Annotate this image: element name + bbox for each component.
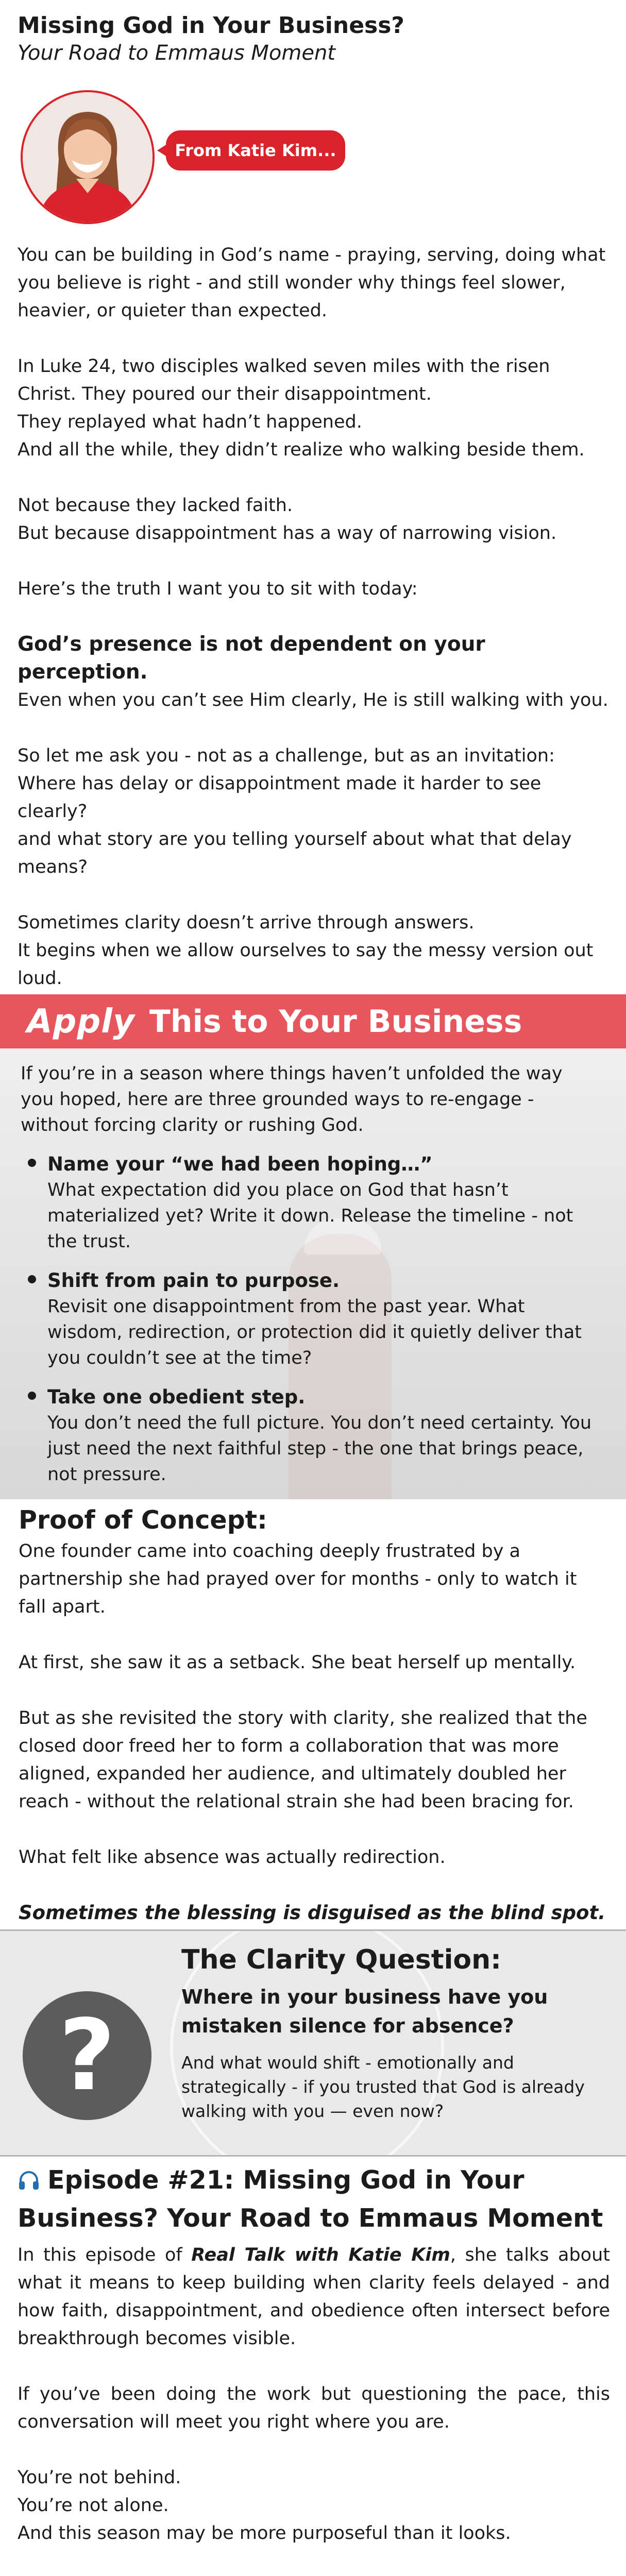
episode-line: You’re not alone. — [18, 2495, 169, 2516]
intro-line: Sometimes clarity doesn’t arrive through answers. — [18, 912, 475, 933]
episode-title: Episode #21: Missing God in Your Business? Your Road to Emmaus Moment — [18, 2165, 603, 2233]
apply-banner — [0, 994, 626, 1048]
intro-line: Not because they lacked faith. — [18, 495, 293, 516]
episode-paragraph: If you’ve been doing the work but questioning the pace, this conversation will meet you right where you are. — [18, 2384, 610, 2432]
bullet-icon — [28, 1392, 36, 1400]
page-title: Missing God in Your Business? — [18, 12, 404, 39]
clarity-question: Where in your business have you mistaken silence for absence? — [181, 1986, 548, 2037]
clarity-text — [181, 1942, 604, 2123]
question-mark-icon: ? — [23, 1991, 151, 2120]
clarity-followup: And what would shift - emotionally and strategically - if you trusted that God is already walking with you — even now? — [181, 2053, 585, 2121]
clarity-heading: The Clarity Question: — [181, 1944, 501, 1975]
intro-line: They replayed what hadn’t happened. — [18, 412, 362, 432]
apply-section — [0, 1048, 626, 1499]
apply-intro: If you’re in a season where things haven’t unfolded the way you hoped, here are three grounded ways to re-engage - without forcing clarity or rushing God. — [21, 1063, 563, 1136]
proof-paragraph: But as she revisited the story with clarity, she realized that the closed door freed her to form a collaboration that was more aligned, expanded her audience, and ultimately doubled her reach - without the relational strain she had been bracing for. — [19, 1708, 587, 1812]
episode-paragraph — [18, 2241, 610, 2352]
intro-line: Here’s the truth I want you to sit with today: — [18, 579, 418, 599]
proof-section — [19, 1503, 608, 1927]
page-subtitle: Your Road to Emmaus Moment — [18, 41, 335, 65]
proof-paragraph: At first, she saw it as a setback. She beat herself up mentally. — [19, 1652, 576, 1673]
apply-banner-italic: Apply — [27, 1002, 135, 1041]
episode-line: You’re not behind. — [18, 2467, 181, 2488]
list-item — [25, 1268, 602, 1371]
author-portrait-image — [23, 92, 153, 222]
header — [18, 11, 404, 66]
proof-paragraph: What felt like absence was actually redirection. — [19, 1847, 446, 1868]
list-item-title: Take one obedient step. — [47, 1386, 306, 1408]
list-item-text: What expectation did you place on God that hasn’t materialized yet? Write it down. Release the timeline - not the trust. — [47, 1180, 573, 1252]
list-item-title: Shift from pain to purpose. — [47, 1269, 340, 1292]
intro-line: and what story are you telling yourself about what that delay means? — [18, 829, 572, 877]
clarity-section — [0, 1929, 626, 2157]
intro-line: So let me ask you - not as a challenge, but as an invitation: — [18, 745, 555, 766]
intro-line: In Luke 24, two disciples walked seven miles with the risen Christ. They poured our their disappointment. — [18, 356, 550, 404]
author-avatar — [21, 90, 155, 224]
bullet-icon — [28, 1275, 36, 1283]
intro-line: Where has delay or disappointment made it harder to see clearly? — [18, 773, 542, 822]
truth-statement: God’s presence is not dependent on your perception. — [18, 633, 485, 684]
proof-emphasis: Sometimes the blessing is disguised as the blind spot. — [19, 1902, 606, 1924]
intro-line: But because disappointment has a way of narrowing vision. — [18, 523, 557, 544]
list-item — [25, 1384, 602, 1487]
show-name: Real Talk with Katie Kim — [191, 2245, 450, 2265]
list-item-text: You don’t need the full picture. You don’t need certainty. You just need the next faithful step - the one that brings peace, not pressure. — [47, 1413, 592, 1485]
list-item — [25, 1151, 602, 1255]
list-item-text: Revisit one disappointment from the past year. What wisdom, redirection, or protection did it quietly deliver that you couldn’t see at the time? — [47, 1296, 582, 1368]
intro-paragraph: Even when you can’t see Him clearly, He is still walking with you. — [18, 690, 608, 710]
episode-text: , she talks about what it means to keep building when clarity feels delayed - and how faith, disappointment, and obedience often intersect before breakthrough becomes visible. — [18, 2245, 610, 2349]
intro-section — [18, 241, 610, 992]
episode-text: In this episode of — [18, 2245, 192, 2265]
list-item-title: Name your “we had been hoping…” — [47, 1153, 433, 1175]
episode-line: And this season may be more purposeful than it looks. — [18, 2523, 511, 2544]
bullet-icon — [28, 1159, 36, 1167]
apply-list — [25, 1151, 602, 1499]
headphones-icon — [18, 2166, 40, 2201]
intro-paragraph: You can be building in God’s name - praying, serving, doing what you believe is right - and still wonder why things feel slower, heavier, or quieter than expected. — [18, 245, 606, 321]
speech-bubble: From Katie Kim... — [166, 130, 345, 171]
intro-line: And all the while, they didn’t realize who walking beside them. — [18, 439, 585, 460]
intro-line: It begins when we allow ourselves to say the messy version out loud. — [18, 940, 594, 989]
proof-paragraph: One founder came into coaching deeply frustrated by a partnership she had prayed over for months - only to watch it fall apart. — [19, 1541, 577, 1617]
episode-section — [18, 2163, 610, 2576]
proof-heading: Proof of Concept: — [19, 1505, 267, 1535]
episode-heading — [18, 2163, 610, 2236]
apply-banner-text: This to Your Business — [149, 1003, 522, 1040]
